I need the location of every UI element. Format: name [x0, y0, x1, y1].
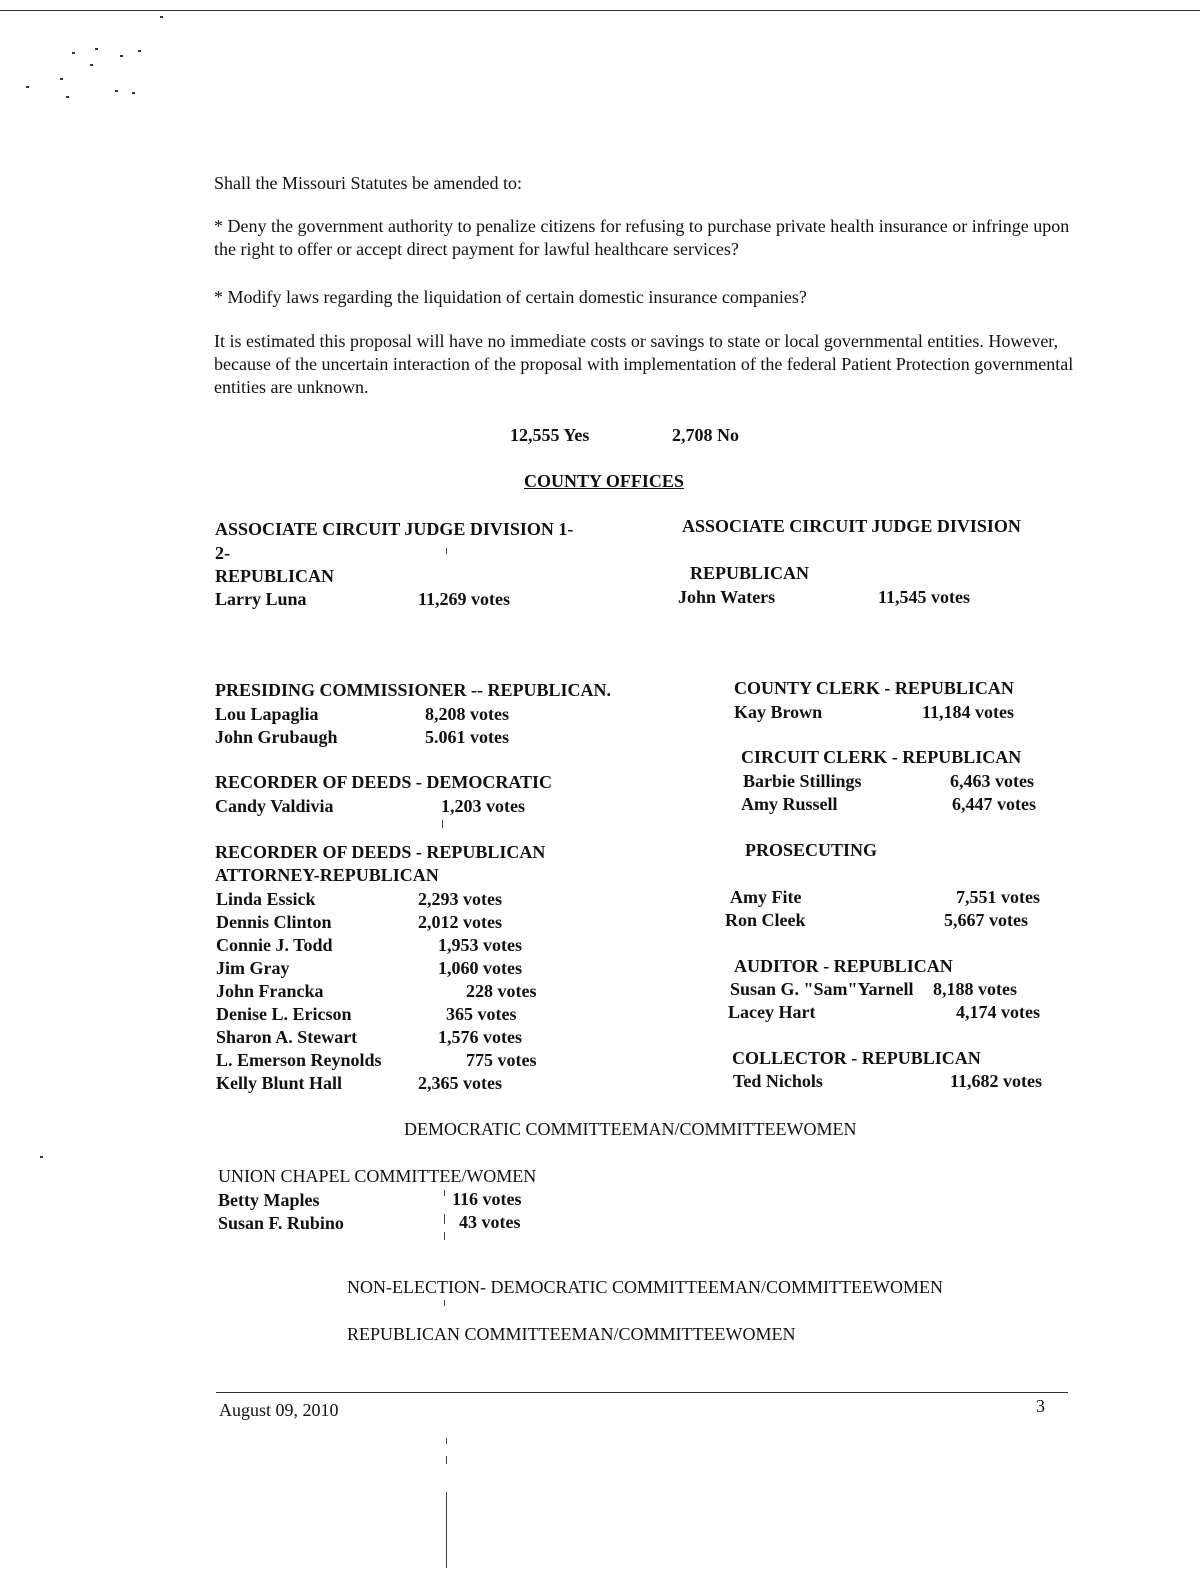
- no-votes: 2,708 No: [672, 425, 739, 445]
- recorder-rep-votes: 775 votes: [466, 1050, 537, 1070]
- scan-mark: [442, 820, 443, 828]
- presiding-candidate: Lou Lapaglia: [215, 704, 319, 724]
- union-chapel-title: UNION CHAPEL COMMITTEE/WOMEN: [218, 1166, 537, 1186]
- prosecuting-votes: 7,551 votes: [956, 887, 1040, 907]
- recorder-rep-votes: 2,293 votes: [418, 889, 502, 909]
- scan-mark: [444, 1190, 445, 1196]
- circuit-clerk-votes: 6,463 votes: [950, 771, 1034, 791]
- recorder-dem-votes: 1,203 votes: [441, 796, 525, 816]
- recorder-rep-candidate: Connie J. Todd: [216, 935, 333, 955]
- presiding-title: PRESIDING COMMISSIONER -- REPUBLICAN.: [215, 680, 612, 700]
- scan-speck: [115, 90, 118, 92]
- circuit-clerk-candidate: Barbie Stillings: [743, 771, 862, 791]
- prosecuting-votes: 5,667 votes: [944, 910, 1028, 930]
- county-clerk-title: COUNTY CLERK - REPUBLICAN: [734, 678, 1014, 698]
- scan-speck: [90, 64, 93, 66]
- union-chapel-candidate: Susan F. Rubino: [218, 1213, 344, 1233]
- judge1-candidate: Larry Luna: [215, 589, 307, 609]
- scan-speck: [26, 86, 29, 88]
- collector-votes: 11,682 votes: [950, 1071, 1042, 1091]
- recorder-rep-votes: 228 votes: [466, 981, 537, 1001]
- circuit-clerk-votes: 6,447 votes: [952, 794, 1036, 814]
- circuit-clerk-candidate: Amy Russell: [741, 794, 838, 814]
- recorder-rep-candidate: Kelly Blunt Hall: [216, 1073, 343, 1093]
- scan-speck: [95, 48, 98, 50]
- recorder-rep-candidate: Linda Essick: [216, 889, 316, 909]
- auditor-votes: 8,188 votes: [933, 979, 1017, 999]
- union-chapel-votes: 43 votes: [459, 1212, 521, 1232]
- union-chapel-candidate: Betty Maples: [218, 1190, 320, 1210]
- judge1-title-cont: 2-: [215, 543, 230, 563]
- scan-mark: [446, 548, 447, 554]
- scan-speck: [138, 50, 141, 52]
- scan-mark: [444, 1232, 445, 1240]
- county-clerk-candidate: Kay Brown: [734, 702, 823, 722]
- footer-rule: [216, 1392, 1068, 1393]
- circuit-clerk-title: CIRCUIT CLERK - REPUBLICAN: [741, 747, 1022, 767]
- county-offices-heading: COUNTY OFFICES: [524, 471, 684, 491]
- auditor-candidate: Lacey Hart: [728, 1002, 816, 1022]
- recorder-rep-votes: 1,060 votes: [438, 958, 522, 978]
- prosecuting-candidate: Amy Fite: [730, 887, 802, 907]
- auditor-title: AUDITOR - REPUBLICAN: [734, 956, 953, 976]
- scan-speck: [160, 16, 163, 18]
- yes-votes: 12,555 Yes: [510, 425, 590, 445]
- dem-committee-heading: DEMOCRATIC COMMITTEEMAN/COMMITTEEWOMEN: [404, 1119, 857, 1139]
- page-number: 3: [1036, 1396, 1045, 1416]
- judge2-votes: 11,545 votes: [878, 587, 970, 607]
- recorder-rep-candidate: Sharon A. Stewart: [216, 1027, 358, 1047]
- scan-speck: [72, 52, 75, 54]
- recorder-rep-title: RECORDER OF DEEDS - REPUBLICAN: [215, 842, 546, 862]
- recorder-rep-candidate: Jim Gray: [216, 958, 290, 978]
- presiding-votes: 8,208 votes: [425, 704, 509, 724]
- scan-speck: [66, 96, 69, 98]
- question-bullet-2: * Modify laws regarding the liquidation of certain domestic insurance companies?: [214, 287, 807, 307]
- recorder-rep-votes: 2,365 votes: [418, 1073, 502, 1093]
- scan-speck: [60, 78, 63, 80]
- collector-title: COLLECTOR - REPUBLICAN: [732, 1048, 981, 1068]
- question-intro: Shall the Missouri Statutes be amended to:: [214, 173, 522, 193]
- recorder-rep-candidate: L. Emerson Reynolds: [216, 1050, 382, 1070]
- scan-mark: [446, 1438, 447, 1444]
- scan-speck: [120, 55, 123, 57]
- scan-mark: [446, 1492, 447, 1568]
- judge1-party: REPUBLICAN: [215, 566, 335, 586]
- scan-mark: [444, 1214, 445, 1224]
- judge1-votes: 11,269 votes: [418, 589, 510, 609]
- scan-speck: [40, 1156, 43, 1158]
- prosecuting-candidate: Ron Cleek: [725, 910, 806, 930]
- recorder-rep-candidate: Denise L. Ericson: [216, 1004, 352, 1024]
- scan-speck: [132, 92, 135, 94]
- recorder-dem-title: RECORDER OF DEEDS - DEMOCRATIC: [215, 772, 553, 792]
- attorney-rep-title: ATTORNEY-REPUBLICAN: [215, 865, 439, 885]
- presiding-votes: 5.061 votes: [425, 727, 509, 747]
- judge1-title: ASSOCIATE CIRCUIT JUDGE DIVISION 1-: [215, 519, 574, 539]
- judge2-party: REPUBLICAN: [690, 563, 810, 583]
- recorder-rep-votes: 2,012 votes: [418, 912, 502, 932]
- question-estimate: It is estimated this proposal will have no immediate costs or savings to state or local governmental entities. However, because of the uncertain interaction of the proposal with implementation of the federal Patient Protection governmental entities are unknown.: [214, 331, 1074, 397]
- recorder-rep-votes: 1,953 votes: [438, 935, 522, 955]
- county-clerk-votes: 11,184 votes: [922, 702, 1014, 722]
- scan-mark: [446, 1456, 447, 1464]
- question-bullet-1: * Deny the government authority to penalize citizens for refusing to purchase private health insurance or infringe upon the right to offer or accept direct payment for lawful healthcare services?: [214, 216, 1070, 259]
- auditor-votes: 4,174 votes: [956, 1002, 1040, 1022]
- presiding-candidate: John Grubaugh: [215, 727, 338, 747]
- auditor-candidate: Susan G. "Sam"Yarnell: [730, 979, 914, 999]
- footer-date: August 09, 2010: [219, 1400, 339, 1420]
- scan-mark: [444, 1300, 445, 1306]
- union-chapel-votes: 116 votes: [452, 1189, 522, 1209]
- rep-committee-heading: REPUBLICAN COMMITTEEMAN/COMMITTEEWOMEN: [347, 1324, 796, 1344]
- recorder-rep-votes: 1,576 votes: [438, 1027, 522, 1047]
- top-rule: [0, 10, 1200, 11]
- prosecuting-title: PROSECUTING: [745, 840, 878, 860]
- judge2-candidate: John Waters: [678, 587, 776, 607]
- recorder-dem-candidate: Candy Valdivia: [215, 796, 334, 816]
- recorder-rep-votes: 365 votes: [446, 1004, 517, 1024]
- collector-candidate: Ted Nichols: [733, 1071, 823, 1091]
- recorder-rep-candidate: Dennis Clinton: [216, 912, 332, 932]
- non-election-heading: NON-ELECTION- DEMOCRATIC COMMITTEEMAN/COMMITTEEWOMEN: [347, 1277, 943, 1297]
- judge2-title: ASSOCIATE CIRCUIT JUDGE DIVISION: [682, 516, 1021, 536]
- recorder-rep-candidate: John Francka: [216, 981, 324, 1001]
